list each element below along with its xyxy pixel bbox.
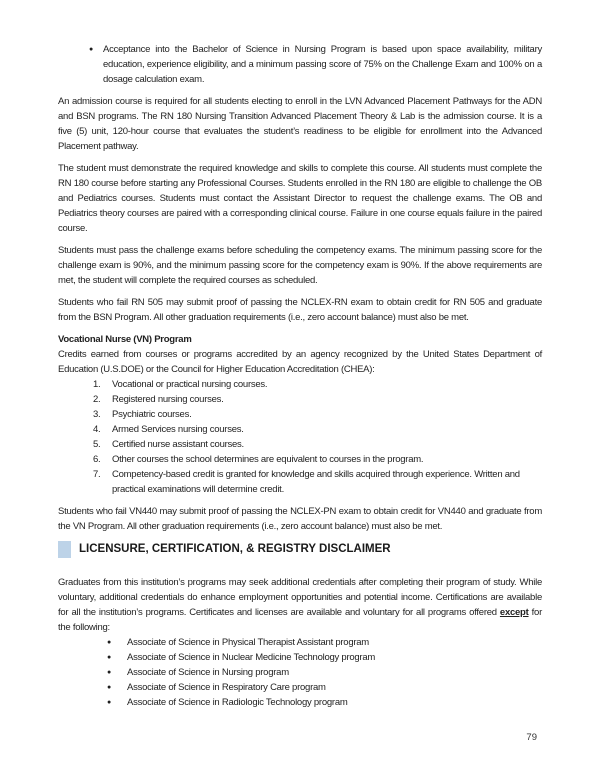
list-item: ● Associate of Science in Respiratory Care program [58, 680, 542, 695]
list-item: Other courses the school determines are equivalent to courses in the program. [112, 454, 424, 465]
paragraph-challenge-exams: Students must pass the challenge exams before scheduling the competency exams. The minimum passing score for the challenge exam is 90%, and the minimum passing score for the competency exam is 90%. If the above requirements are met, the student will complete the required courses as scheduled. [58, 245, 542, 286]
paragraph-fail-vn440: Students who fail VN440 may submit proof of passing the NCLEX-PN exam to obtain credit for VN440 and graduate from the VN Program. All other graduation requirements (i.e., zero account balance) must also be met. [58, 506, 542, 532]
disclaimer-text-after: for the following: [58, 607, 542, 633]
paragraph-fail-rn505: Students who fail RN 505 may submit proof of passing the NCLEX-RN exam to obtain credit for RN 505 and graduate from the BSN Program. All other graduation requirements (i.e., zero account balance) must also be met. [58, 297, 542, 323]
list-item: Competency-based credit is granted for knowledge and skills acquired through experience. Written and practical examinations will determine credit. [112, 469, 520, 495]
paragraph-admission-course: An admission course is required for all students electing to enroll in the LVN Advanced Placement Pathways for the ADN and BSN programs. The RN 180 Nursing Transition Advanced Placement Theory & Lab is the admission course. It is a five (5) unit, 120-hour course that evaluates the student’s readiness to be eligible for enrollment into the Advanced Placement pathway. [58, 96, 542, 152]
disclaimer-except-word: except [499, 607, 529, 618]
heading-accent-square [58, 541, 71, 558]
page-number: 79 [526, 732, 537, 743]
list-item: Armed Services nursing courses. [112, 424, 244, 435]
excluded-programs-list [58, 635, 542, 710]
list-item: ● Associate of Science in Physical Therapist Assistant program [58, 635, 542, 650]
list-item: ● Acceptance into the Bachelor of Science in Nursing Program is based upon space availability, military education, experience eligibility, and a minimum passing score of 75% on the Challenge Exam and 100% on a dosage calculation exam. [58, 42, 542, 87]
paragraph-student-demonstrate: The student must demonstrate the required knowledge and skills to complete this course. All students must complete the RN 180 course before starting any Professional Courses. Students enrolled in the RN 180 are eligible to challenge the OB and Pediatrics courses. Students must contact the Assistant Director to request the challenge exams. The OB and Pediatrics theory courses are paired with a corresponding clinical course. Failure in one course equals failure in the paired course. [58, 163, 542, 234]
disclaimer-text-before: Graduates from this institution’s programs may seek additional credentials after completing their program of study. While voluntary, additional credentials do enhance employment opportunities and potential income. Certifications are available for all the institution’s programs. Certificates and licenses are available and voluntary for all programs offered [58, 577, 542, 618]
section-title: LICENSURE, CERTIFICATION, & REGISTRY DISCLAIMER [79, 543, 391, 555]
list-item: ● Associate of Science in Nursing program [58, 665, 542, 680]
list-item: Psychiatric courses. [112, 409, 192, 420]
vn-program-heading: Vocational Nurse (VN) Program [58, 334, 192, 345]
licensure-section-heading [58, 541, 542, 558]
list-item: Registered nursing courses. [112, 394, 224, 405]
acceptance-bullet-list [58, 42, 542, 87]
list-item: Vocational or practical nursing courses. [112, 379, 268, 390]
vn-credit-list [58, 377, 542, 497]
paragraph-disclaimer [58, 575, 542, 635]
list-item: Certified nurse assistant courses. [112, 439, 244, 450]
vn-program-intro: Credits earned from courses or programs accredited by an agency recognized by the United States Department of Education (U.S.DOE) or the Council for Higher Education Accreditation (CHEA): [58, 349, 542, 375]
list-item: ● Associate of Science in Nuclear Medicine Technology program [58, 650, 542, 665]
list-item: ● Associate of Science in Radiologic Technology program [58, 695, 542, 710]
